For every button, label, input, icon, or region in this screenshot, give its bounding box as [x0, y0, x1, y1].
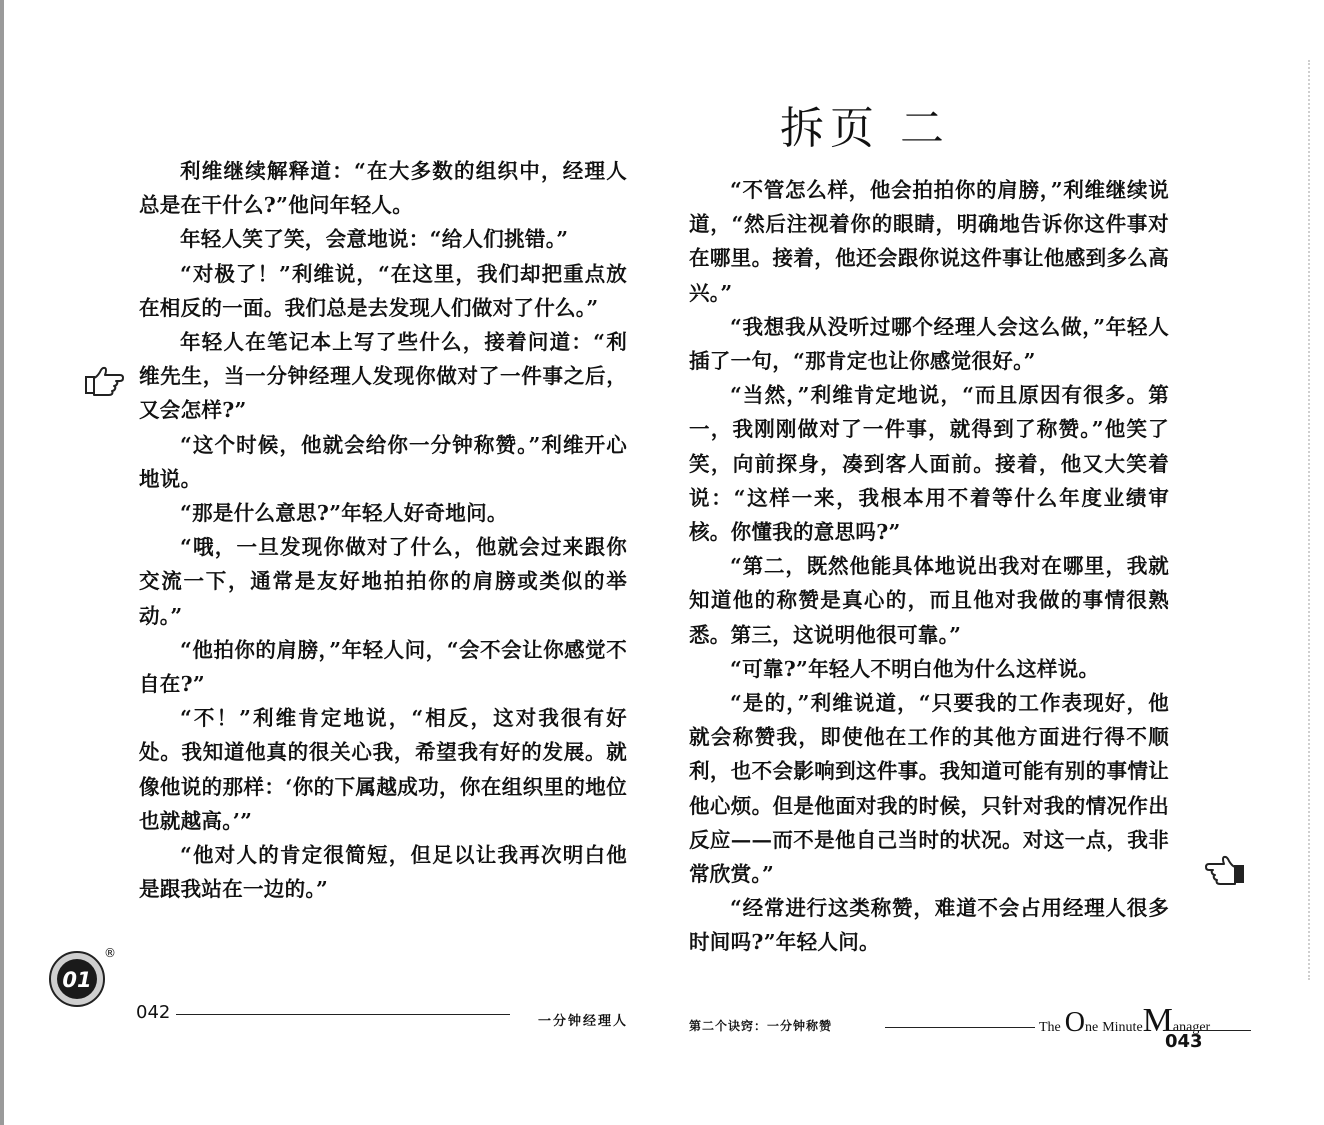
- right-footer: [689, 1000, 1255, 1050]
- paragraph: “对极了！”利维说，“在这里，我们却把重点放在相反的一面。我们总是去发现人们做对了什么。”: [139, 261, 627, 320]
- paragraph: 利维继续解释道：“在大多数的组织中，经理人总是在干什么?”他问年轻人。: [139, 159, 627, 218]
- pointing-hand-right-icon: [84, 363, 124, 397]
- paragraph: “经常进行这类称赞，难道不会占用经理人很多时间吗?”年轻人问。: [689, 896, 1169, 955]
- pointing-hand-left-icon: [1205, 852, 1245, 886]
- page-number: 042: [136, 1002, 171, 1023]
- page-number: 043: [1165, 1031, 1203, 1052]
- page-edge-dotted: [1307, 60, 1310, 980]
- right-page-body: [689, 173, 1169, 960]
- running-title: 第二个诀窍：一分钟称赞: [689, 1019, 833, 1033]
- badge-text: 01: [62, 968, 92, 992]
- paragraph: “他拍你的肩膀，”年轻人问，“会不会让你感觉不自在?”: [139, 637, 627, 697]
- paragraph: “哦，一旦发现你做对了什么，他就会过来跟你交流一下，通常是友好地拍拍你的肩膀或类似的举动。”: [139, 535, 627, 628]
- left-footer: [136, 1000, 628, 1029]
- page-title: 拆页 二: [780, 103, 950, 154]
- paragraph: “那是什么意思?”年轻人好奇地问。: [180, 501, 508, 526]
- paragraph: “这个时候，他就会给你一分钟称赞。”利维开心地说。: [139, 432, 627, 491]
- footer-rule: [885, 1027, 1035, 1028]
- footer-rule: [176, 1014, 510, 1015]
- paragraph: “不管怎么样，他会拍拍你的肩膀，”利维继续说道，“然后注视着你的眼睛，明确地告诉你这件事对在哪里。接着，他还会跟你说这件事让他感到多么高兴。”: [689, 178, 1169, 305]
- running-title: 一分钟经理人: [537, 1014, 628, 1029]
- paragraph: “他对人的肯定很简短，但足以让我再次明白他是跟我站在一边的。”: [139, 843, 627, 902]
- paragraph: 年轻人笑了笑，会意地说：“给人们挑错。”: [180, 227, 569, 252]
- left-page-body: [139, 154, 627, 906]
- paragraph: “是的，”利维说道，“只要我的工作表现好，他就会称赞我，即使他在工作的其他方面进行得不顺利，也不会影响到这件事。我知道可能有别的事情让他心烦。但是他面对我的时候，只针对我的情况作出反应——而不是他自己当时的状况。对这一点，我非常欣赏。”: [689, 691, 1169, 887]
- paragraph: “不！”利维肯定地说，“相反，这对我很有好处。我知道他真的很关心我，希望我有好的发展。就像他说的那样：‘你的下属越成功，你在组织里的地位也就越高。’”: [139, 706, 627, 833]
- brand-logo: The One MinuteManager: [1039, 1002, 1211, 1039]
- paragraph: “当然，”利维肯定地说，“而且原因有很多。第一，我刚刚做对了一件事，就得到了称赞。”他笑了笑，向前探身，凑到客人面前。接着，他又大笑着说：“这样一来，我根本用不着等什么年度业绩审核。你懂我的意思吗?”: [689, 383, 1169, 545]
- page-edge: [0, 0, 4, 1125]
- paragraph: “我想我从没听过哪个经理人会这么做，”年轻人插了一句，“那肯定也让你感觉很好。”: [689, 314, 1169, 374]
- chapter-badge: [48, 950, 106, 1008]
- paragraph: “第二，既然他能具体地说出我对在哪里，我就知道他的称赞是真心的，而且他对我做的事情很熟悉。第三，这说明他很可靠。”: [689, 554, 1169, 647]
- paragraph: “可靠?”年轻人不明白他为什么这样说。: [730, 656, 1100, 681]
- paragraph: 年轻人在笔记本上写了些什么，接着问道：“利维先生，当一分钟经理人发现你做对了一件事之后，又会怎样?”: [139, 330, 627, 423]
- registered-mark: ®: [104, 946, 116, 960]
